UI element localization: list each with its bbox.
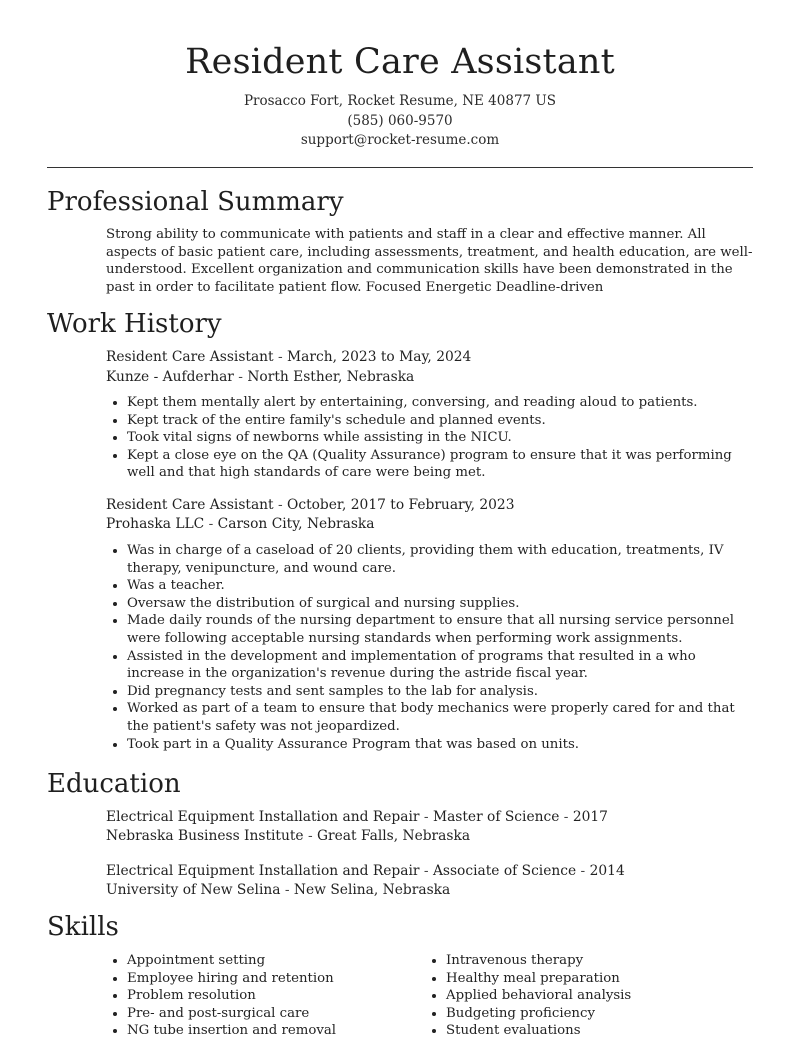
address: Prosacco Fort, Rocket Resume, NE 40877 US <box>243 93 557 109</box>
list-item: • Student evaluations <box>446 1022 744 1040</box>
degree-year: 2014 <box>589 863 625 879</box>
work-history-title: Work History <box>47 309 222 339</box>
list-item: • Intravenous therapy <box>446 952 744 970</box>
job-employer-line: Prohaska LLC - Carson City, Nebraska <box>106 516 375 533</box>
list-item: • Kept a close eye on the QA (Quality Assurance) program to ensure that it was performing well and that high standards of care were being met. <box>127 447 753 482</box>
degree-name: Associate of Science <box>432 863 577 879</box>
school-line: University of New Selina - New Selina, Nebraska <box>106 882 451 898</box>
job-employer: Kunze - Aufderhar <box>106 368 234 385</box>
summary-title: Professional Summary <box>47 187 344 217</box>
list-item: • Assisted in the development and implementation of programs that resulted in a who increase in the organization's revenue during the astride fiscal year. <box>127 648 753 683</box>
skills-section <box>47 911 753 1040</box>
work-history-section <box>47 308 753 753</box>
skills-title: Skills <box>47 912 119 942</box>
list-item: • Budgeting proficiency <box>446 1005 744 1023</box>
summary-text: Strong ability to communicate with patients and staff in a clear and effective manner. All aspects of basic patient care, including assessments, treatment, and health education, are well-understood. Excellent organization and communication skills have been demonstrated in the past in order to facilitate patient flow. Focused Energetic Deadline-driven <box>106 227 753 295</box>
list-item: • Took part in a Quality Assurance Program that was based on units. <box>127 736 753 754</box>
education-section <box>47 768 753 900</box>
job-title-line: Resident Care Assistant - March, 2023 to May, 2024 <box>106 349 472 365</box>
list-item: • Kept track of the entire family's schedule and planned events. <box>127 412 753 430</box>
candidate-name: Resident Care Assistant <box>185 42 615 82</box>
job-location: North Esther, Nebraska <box>247 368 415 385</box>
degree-field: Electrical Equipment Installation and Repair <box>106 863 420 879</box>
job-employer: Prohaska LLC <box>106 516 205 533</box>
list-item: • Oversaw the distribution of surgical and nursing supplies. <box>127 595 753 613</box>
job-dates: October, 2017 to February, 2023 <box>287 496 515 513</box>
school-name: University of New Selina <box>106 882 281 898</box>
school-name: Nebraska Business Institute <box>106 828 304 844</box>
school-location: Great Falls, Nebraska <box>317 828 471 844</box>
list-item: • Was a teacher. <box>127 577 753 595</box>
list-item: • Pre- and post-surgical care <box>127 1005 425 1023</box>
list-item: • Problem resolution <box>127 987 425 1005</box>
resume-header <box>0 0 800 151</box>
skills-list-right <box>425 952 744 1040</box>
list-item: • Made daily rounds of the nursing department to ensure that all nursing service personnel were following acceptable nursing standards when performing work assignments. <box>127 612 753 647</box>
list-item: • NG tube insertion and removal <box>127 1022 425 1040</box>
education-entry <box>106 808 753 846</box>
list-item: • Was in charge of a caseload of 20 clients, providing them with education, treatments, IV therapy, venipuncture, and wound care. <box>127 542 753 577</box>
job-entry <box>106 496 753 753</box>
degree-field: Electrical Equipment Installation and Repair <box>106 809 420 825</box>
job-bullets <box>106 394 753 482</box>
contact-info <box>0 92 800 151</box>
header-divider <box>47 167 753 168</box>
job-employer-line: Kunze - Aufderhar - North Esther, Nebraska <box>106 368 415 385</box>
list-item: • Employee hiring and retention <box>127 970 425 988</box>
phone: (585) 060-9570 <box>347 112 453 129</box>
job-dates: March, 2023 to May, 2024 <box>287 349 472 365</box>
education-title: Education <box>47 769 181 799</box>
list-item: • Kept them mentally alert by entertaining, conversing, and reading aloud to patients. <box>127 394 753 412</box>
job-bullets <box>106 542 753 753</box>
degree-line: Electrical Equipment Installation and Repair - Associate of Science - 2014 <box>106 863 625 879</box>
education-entry <box>106 862 753 900</box>
list-item: • Did pregnancy tests and sent samples to the lab for analysis. <box>127 683 753 701</box>
degree-line: Electrical Equipment Installation and Repair - Master of Science - 2017 <box>106 809 608 825</box>
list-item: • Worked as part of a team to ensure that body mechanics were properly cared for and that the patient's safety was not jeopardized. <box>127 700 753 735</box>
job-role: Resident Care Assistant <box>106 349 274 365</box>
school-location: New Selina, Nebraska <box>293 882 451 898</box>
job-title-line: Resident Care Assistant - October, 2017 to February, 2023 <box>106 496 515 513</box>
school-line: Nebraska Business Institute - Great Falls, Nebraska <box>106 828 471 844</box>
job-entry <box>106 348 753 482</box>
degree-year: 2017 <box>572 809 608 825</box>
degree-name: Master of Science <box>432 809 560 825</box>
skills-columns <box>106 952 753 1040</box>
list-item: • Took vital signs of newborns while assisting in the NICU. <box>127 429 753 447</box>
list-item: • Applied behavioral analysis <box>446 987 744 1005</box>
list-item: • Healthy meal preparation <box>446 970 744 988</box>
job-location: Carson City, Nebraska <box>217 516 375 533</box>
summary-section <box>47 186 753 296</box>
email: support@rocket-resume.com <box>300 132 500 148</box>
list-item: • Appointment setting <box>127 952 425 970</box>
skills-list-left <box>106 952 425 1040</box>
job-role: Resident Care Assistant <box>106 496 274 513</box>
